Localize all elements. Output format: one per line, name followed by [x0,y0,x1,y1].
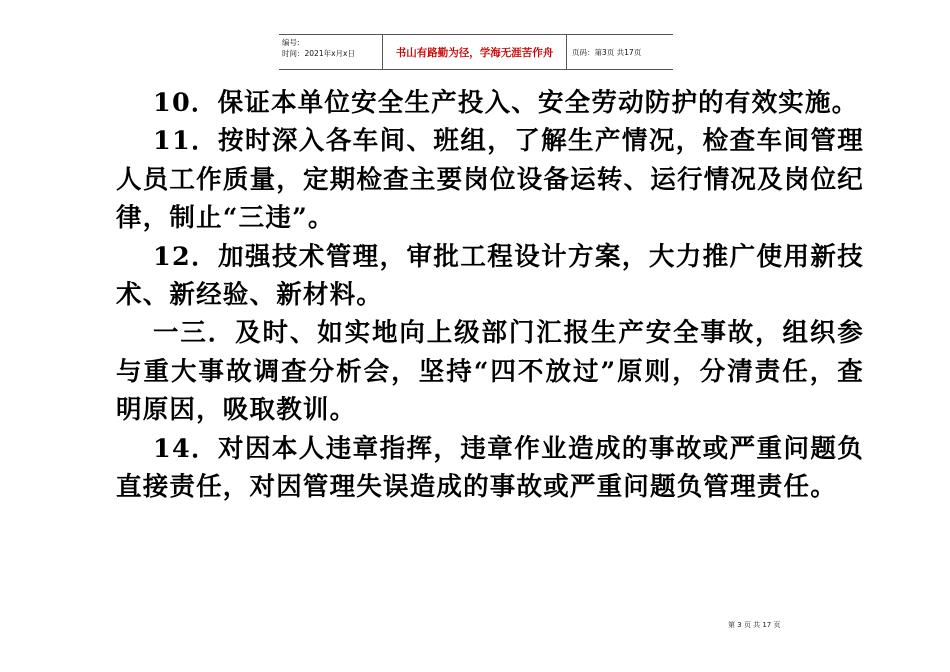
paragraph-11: 11．按时深入各车间、班组，了解生产情况，检查车间管理人员工作质量，定期检查主要岗位设备运转、运行情况及岗位纪律，制止“三违”。 [116,126,864,234]
paragraph-13: 一三．及时、如实地向上级部门汇报生产安全事故，组织参与重大事故调查分析会，坚持“四不放过”原则，分清责任，查明原因，吸取教训。 [116,318,864,426]
time-label: 时间：2021年x月x日 [282,49,355,58]
header-motto: 书山有路勤为径，学海无涯苦作舟 [383,35,567,69]
header-meta-cell [279,35,383,69]
paragraph-10: 10．保证本单位安全生产投入、安全劳动防护的有效实施。 [153,88,859,118]
paragraph-14: 14．对因本人违章指挥，违章作业造成的事故或严重问题负直接责任，对因管理失误造成的事故或严重问题负管理责任。 [116,433,864,503]
paragraph-12: 12．加强技术管理，审批工程设计方案，大力推广使用新技术、新经验、新材料。 [116,241,864,311]
document-body [116,84,864,506]
document-header [279,34,673,70]
header-page-info: 页码：第3页 共17页 [572,47,642,57]
number-label: 编号: [282,38,300,47]
page-footer: 第 3 页 共 17 页 [728,621,781,629]
